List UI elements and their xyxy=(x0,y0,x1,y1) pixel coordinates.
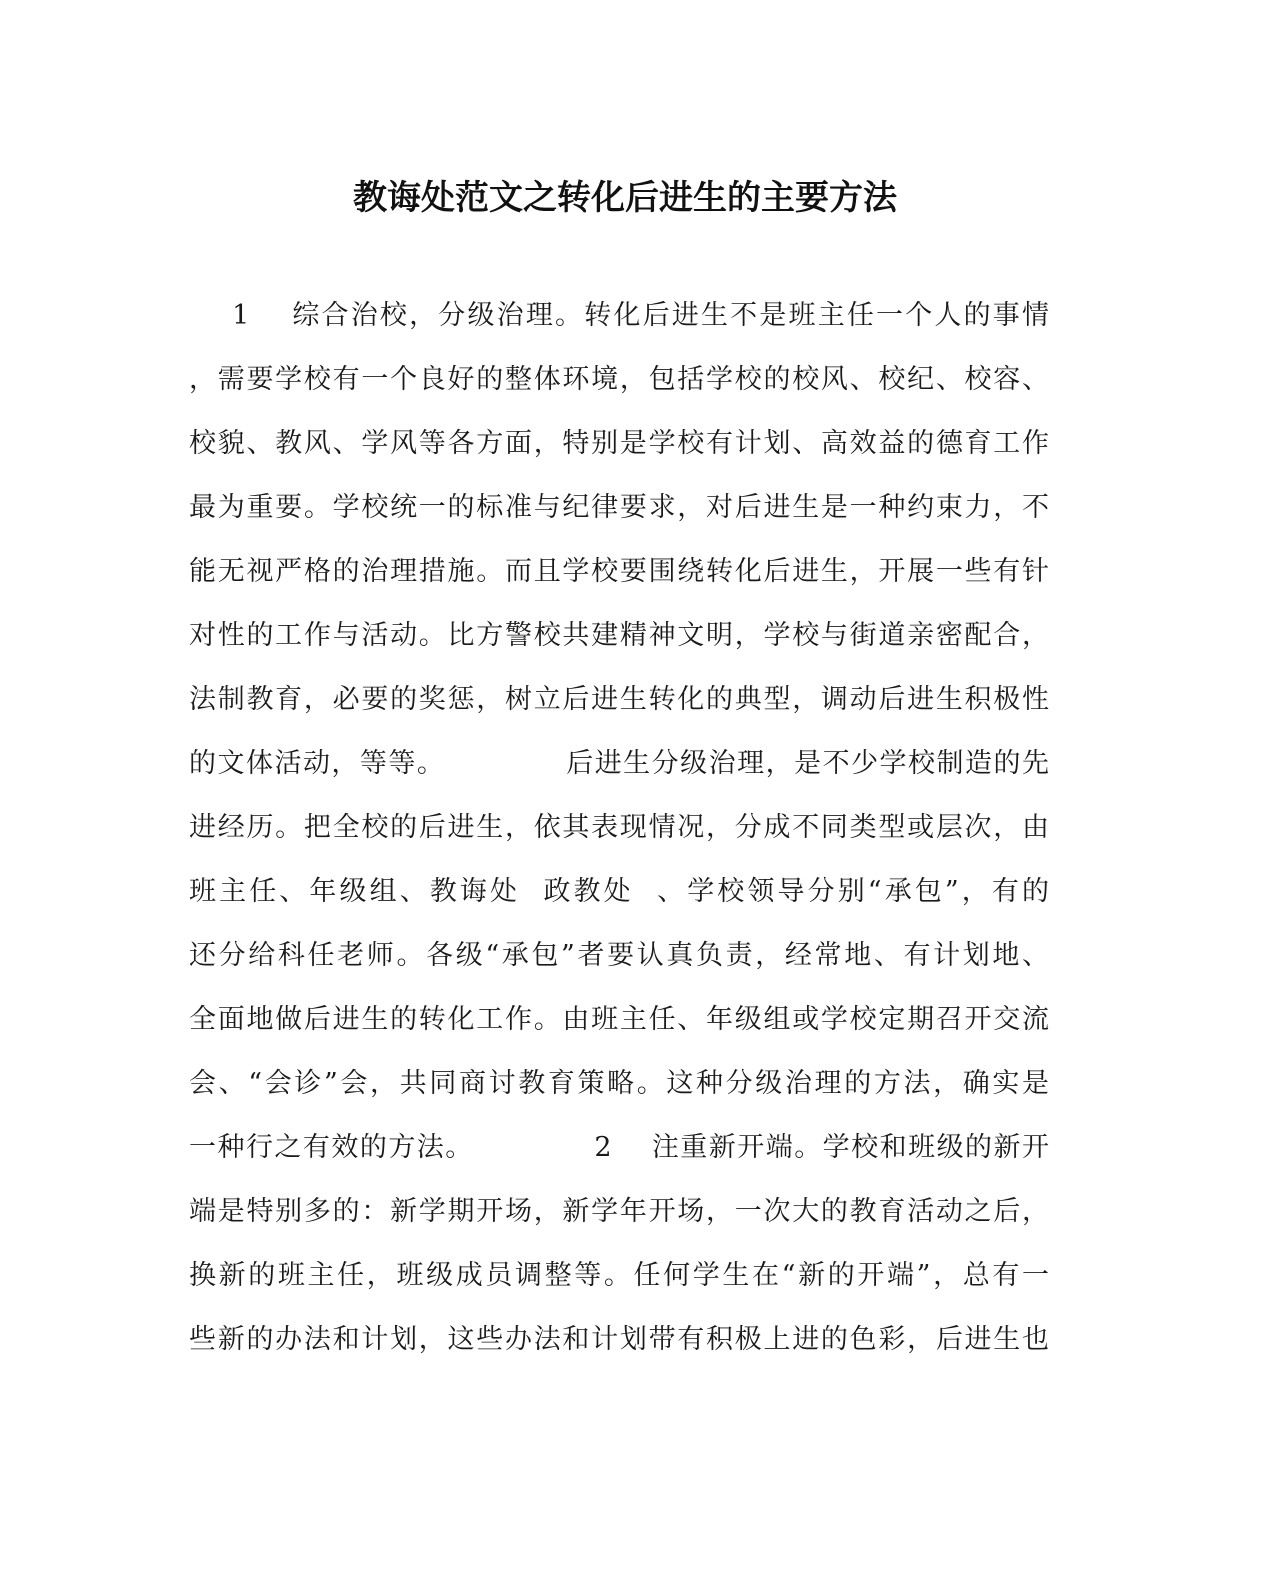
text-line: 换新的班主任，班级成员调整等。任何学生在“新的开端”，总有一 xyxy=(189,1260,1049,1291)
text-line: 些新的办法和计划，这些办法和计划带有积极上进的色彩，后进生也 xyxy=(189,1324,1049,1355)
text-line: 一种行之有效的方法。 2 注重新开端。学校和班级的新开 xyxy=(189,1132,1049,1163)
document-title: 教诲处范文之转化后进生的主要方法 xyxy=(353,178,897,218)
document-body xyxy=(189,284,1049,1372)
text-line: 最为重要。学校统一的标准与纪律要求，对后进生是一种约束力，不 xyxy=(189,492,1049,523)
text-line: 全面地做后进生的转化工作。由班主任、年级组或学校定期召开交流 xyxy=(189,1004,1049,1035)
text-line: 进经历。把全校的后进生，依其表现情况，分成不同类型或层次，由 xyxy=(189,812,1049,843)
text-line: 法制教育，必要的奖惩，树立后进生转化的典型，调动后进生积极性 xyxy=(189,684,1049,715)
text-line: 会、“会诊”会，共同商讨教育策略。这种分级治理的方法，确实是 xyxy=(189,1068,1049,1099)
text-line: 端是特别多的：新学期开场，新学年开场，一次大的教育活动之后， xyxy=(189,1196,1049,1227)
text-line: 班主任、年级组、教诲处 政教处 、学校领导分别“承包”，有的 xyxy=(189,876,1049,907)
text-line: 1 综合治校，分级治理。转化后进生不是班主任一个人的事情 xyxy=(189,300,1049,331)
text-line: 对性的工作与活动。比方警校共建精神文明，学校与街道亲密配合， xyxy=(189,620,1049,651)
text-line: 还分给科任老师。各级“承包”者要认真负责，经常地、有计划地、 xyxy=(189,940,1049,971)
text-line: 的文体活动，等等。 后进生分级治理，是不少学校制造的先 xyxy=(189,748,1049,779)
text-line: 校貌、教风、学风等各方面，特别是学校有计划、高效益的德育工作 xyxy=(189,428,1049,459)
text-line: 能无视严格的治理措施。而且学校要围绕转化后进生，开展一些有针 xyxy=(189,556,1049,587)
text-line: ，需要学校有一个良好的整体环境，包括学校的校风、校纪、校容、 xyxy=(189,364,1049,395)
